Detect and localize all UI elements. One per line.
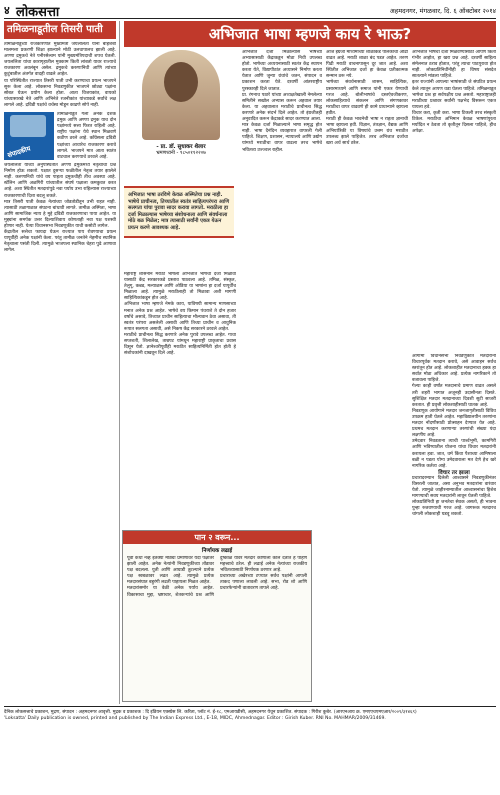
article-paragraph: इतर राज्यांनी आपल्या भाषांसाठी जे संघटित प्रयत्न केले त्यातून आपण धडा घेतला पाहिजे. तमिळनाडूत भाषेचा प्रश्न हा सर्वपक्षीय प्रश्न असतो. महाराष्ट्रातही मराठीच्या प्रश्नावर सर्वांनी पक्षभेद विसरून एकत्र यायला हवे. [412,80,496,110]
pull-quote [124,186,234,238]
continued-story-heading: पान २ वरून... [123,531,311,544]
right-paragraph: गेल्या काही वर्षांत मतदानाचे प्रमाण वाढत असले तरी शहरी भागात अजूनही उदासीनता दिसते. सुशिक्षित मतदार मतदानाच्या दिवशी सुटी साजरी करतात. ही प्रवृत्ती लोकशाहीसाठी घातक आहे. [412,384,496,408]
editorial-logo-label: संपादकीय [6,144,32,160]
author-block [124,50,238,170]
editorial-logo-block [4,112,116,160]
article-paragraph: भाषेच्या संवर्धनासाठी शासन, साहित्यिक, प्रसारमाध्यमे आणि समाज यांनी एकत्र येण्याची गरज आहे. बोलीभाषांचे दस्तऐवजीकरण, लोकसाहित्याचे संकलन आणि संगणकावर मराठीचा वापर वाढवणे ही कामे प्राधान्याने व्हायला हवीत. [326,80,408,116]
right-column [412,354,496,700]
article-paragraph: मात्र केवळ दर्जा मिळाल्याने भाषा समृद्ध होत नाही. भाषा दैनंदिन व्यवहारात वापरली गेली पाहिजे. शिक्षण, प्रशासन, न्यायालये आणि उद्योग यांमध्ये मराठीचा वापर वाढला तरच भाषेचे भवितव्य उज्ज्वल राहील. [242,123,322,153]
left-column-heading: तमिळनाडूतील तिसरी पाती [4,21,116,39]
article-paragraph: मराठीचे प्राचीनत्व सिद्ध करणारे अनेक पुरावे उपलब्ध आहेत. गाथा सप्तशती, शिलालेख, ताम्रपट यांमधून महाराष्ट्री प्राकृताचा प्रवास दिसून येतो. ज्ञानेश्वरीपूर्वीही मराठीत साहित्यनिर्मिती होत होती हे संशोधकांनी दाखवून दिले आहे. [124,332,236,357]
right-paragraph: लोकप्रतिनिधी हा जनतेचा सेवक असतो, ही भावना पुन्हा रुजवण्याची गरज आहे. जागरूक मतदारच चांगली लोकशाही घडवू शकतो. [412,500,496,518]
imprint-marathi: दैनिक लोकसत्ताचे प्रकाशन, मुद्रण, संपादन : अहमदनगर आवृत्ती. मुद्रक व प्रकाशक : दि इंडियन एक्स्प्रेस लि. करिता, प्लॉट नं. ई-१८, एमआयडीसी, अहमदनगर येथून प्रकाशित. संपादक : गिरीश कुबेर. (आरएनआय क्र. एमएएचएमएआर/२००९/३१४६९) [4,710,417,715]
right-paragraph: निवडणूक आयोगाने मतदार जनजागृतीसाठी विविध उपक्रम हाती घेतले आहेत. महाविद्यालयीन तरुणांना मतदार नोंदणीसाठी प्रोत्साहन देण्यात येत आहे. प्रथमच मतदान करणाऱ्या तरुणांची संख्या यंदा लक्षणीय आहे. [412,408,496,439]
article-paragraph: अभिजात भाषा म्हणजे नेमके काय, याविषयी सामान्य माणसाच्या मनात अनेक प्रश्न आहेत. भाषेचे वय किमान पंधराशे ते दोन हजार वर्षांचे असावे, तिच्यात प्राचीन साहित्याचा मौल्यवान ठेवा असावा, ती स्वतंत्र परंपरा असलेली असावी आणि तिच्या प्राचीन व आधुनिक रूपात सलगता असावी, असे निकष केंद्र सरकारने ठरवले आहेत. [124,302,236,332]
left-editorial-column [4,21,120,704]
paper-name: लोकसत्ता [16,5,60,20]
author-name: - प्रा. डॉ. सुधाकर शेलार [156,144,206,150]
article-paragraph: प्रा. रंगनाथ पठारे यांच्या अध्यक्षतेखाली नेमलेल्या समितीने सखोल अभ्यास करून अहवाल तयार केला. या अहवालात मराठीचे प्राचीनत्व सिद्ध करणारे अनेक संदर्भ दिले आहेत. तो इंग्रजीतही अनुवादित करून केंद्राकडे सादर करण्यात आला. [242,92,322,123]
article-column-4 [412,50,496,350]
left-paragraph: तामीळनाडूच्या राजकारणात मुख्यमंत्री जयललिता यांना बेहिशेबी मालमत्ता प्रकरणी शिक्षा झाल्याने मोठी उलथापालथ झाली आहे. अण्णा द्रमुकचे नेते पनीरसेल्वम यांनी मुख्यमंत्रिपदाची शपथ घेतली. जयललिता यांचा कारागृहातील मुक्काम किती लांबतो यावर राज्याचे राजकारण अवलंबून असेल. द्रमुकचे करुणानिधी आणि त्यांच्या कुटुंबातील अंतर्गत वादही वाढले आहेत. [4,42,116,78]
continued-story-box [122,530,312,702]
left-paragraph: मात्र तिसरी पाती केवळ नेत्यांच्या जोडतोडीतून उभी राहत नाही. त्यासाठी तळागाळात संघटना बांधावी लागते. तामीळ अस्मिता, भाषा आणि सामाजिक न्याय हे मुद्दे द्रविडी राजकारणाचा पाया आहेत. या मुद्द्यांना समर्पक उत्तर दिल्याशिवाय कोणताही नवा पक्ष यशस्वी होणार नाही. येत्या विधानसभा निवडणुकीत याची कसोटी लागेल. [4,199,116,229]
article-column-3 [326,50,408,700]
author-photo [142,50,220,140]
article-column-2 [242,50,322,528]
article-paragraph: अभिजात दर्जा मिळाल्यास भाषेच्या अभ्यासासाठी केंद्राकडून मोठा निधी उपलब्ध होतो. भाषेच्या अध्ययनासाठी स्वतंत्र केंद्र स्थापन करता येते, विद्यापीठांत अध्यासने निर्माण करता येतात आणि जुन्या ग्रंथांचे जतन, संपादन व प्रकाशन करता येते. दरवर्षी आंतरराष्ट्रीय पुरस्कारही दिले जातात. [242,50,322,92]
right-paragraph: उमेदवार निवडताना त्याची पार्श्वभूमी, कामगिरी आणि भविष्यातील योजना यांचा विचार मतदारांनी करायला हवा. जात, धर्म किंवा पैशाच्या आमिषाला बळी न पडता योग्य उमेदवाराला मत देणे हेच खरे नागरिक कर्तव्य आहे. [412,439,496,469]
right-subheading: विचार तर झाला [438,469,470,476]
article-paragraph: विचार करा, कृती करा. भाषा टिकली तरच संस्कृती टिकेल. मराठीचा अभिमान केवळ भाषणांपुरता मर्यादित न ठेवता तो कृतीतून दिसला पाहिजे, हीच अपेक्षा. [412,110,496,135]
author-phone: भ्रमणध्वनी - ९८५०११२२०७ [156,150,206,156]
continued-paragraph: प्रचाराच्या अखेरच्या टप्प्यात सर्वच पक्षांनी आपली ताकद पणाला लावली आहे. सभा, रोड शो आणि प्रचारफेऱ्यांनी वातावरण तापले आहे. [220,574,307,592]
dateline: अहमदनगर, मंगळवार, दि. ६ ऑक्टोबर २०१४ [389,7,496,15]
continued-story-body [123,556,311,704]
article-paragraph: आज इंग्रजी माध्यमांच्या शाळांकडे पालकांचा ओढा वाढत आहे. मराठी शाळा बंद पडत आहेत. तरुण पिढी मराठी वाचनापासून दूर जात आहे. अशा स्थितीत अभिजात दर्जा हा केवळ प्रतीकात्मक सन्मान ठरू नये. [326,50,408,80]
left-column-body [4,42,116,109]
left-paragraph: केंद्रातील सत्तेचा फायदा घेऊन राज्यात पाय रोवण्याचा प्रयत्न यापूर्वीही अनेक पक्षांनी केला. परंतु तामीळ जनतेने नेहमीच स्थानिक नेतृत्वाला पसंती दिली. त्यामुळे भाजपला स्थानिक चेहरा पुढे आणावा लागेल. [4,230,116,254]
left-paragraph: तामीळनाडूत गेली अनेक दशके द्रमुक आणि अण्णा द्रमुक याच दोन पक्षांमध्ये सत्ता फिरत राहिली आहे. राष्ट्रीय पक्षांना येथे स्थान मिळवणे कठीण ठरले आहे. काँग्रेसला द्रविडी पक्षांच्या आधारेच राजकारण करावे लागले. भाजपने मात्र आता स्वतंत्र वाटचाल करण्याचे ठरवले आहे. [57,112,116,160]
left-column-continued [4,163,116,649]
editorial-logo-image [10,115,46,137]
continued-paragraph: पूर्वी कधी नव्हे इतक्या मोठ्या प्रमाणावर यंदा पक्षांतरे झाली आहेत. अनेक नेत्यांनी निवडणुकीच्या तोंडावर पक्ष बदलला. युती आणि आघाडी तुटल्याने प्रत्येक पक्ष स्वबळावर लढत आहे. त्यामुळे प्रत्येक मतदारसंघात बहुरंगी लढती पाहायला मिळत आहेत. [127,556,214,586]
article-paragraph: मराठी ही केवळ भावनेची भाषा न राहता ज्ञानाची भाषा व्हायला हवी. विज्ञान, तंत्रज्ञान, वैद्यक आणि अभियांत्रिकी या विषयांचे उत्तम ग्रंथ मराठीत उपलब्ध झाले पाहिजेत. तरच अभिजात दर्जाचा खरा अर्थ सार्थ ठरेल. [326,117,408,147]
masthead [4,3,496,19]
imprint-footer [4,706,496,792]
left-paragraph: या परिस्थितीत राज्यात तिसरी पाती उभी करण्याचा प्रयत्न भाजपने सुरू केला आहे. लोकसभा निवडणुकीत भाजपने छोट्या पक्षांना सोबत घेऊन प्रयोग केला होता. आता विजयकांत, वायको यांच्यासारखे नेते आणि अभिनेते रजनीकांत यांच्याकडे सर्वांचे लक्ष लागले आहे. द्रविडी पक्षांचे वर्चस्व मोडून काढणे सोपे नाही. [4,78,116,108]
left-paragraph: जयललिता यांच्या अनुपस्थितीत अण्णा द्रमुकमध्ये नेतृत्वाचा प्रश्न निर्माण होऊ शकतो. पक्षात दुसऱ्या फळीतील नेतृत्व तयार झालेले नाही. करुणानिधी यांचे वय पाहता द्रमुकचीही तीच अवस्था आहे. स्टॅलिन आणि अळगिरी यांच्यातील संघर्ष पक्षाला कमकुवत करत आहे. अशा स्थितीत मतदारांपुढे नवा पर्याय उभा राहिल्यास राज्याच्या राजकारणाची दिशा बदलू शकते. [4,163,116,199]
editorial-logo [4,112,54,160]
pull-quote-text: अभिजात भाषा ठरविणे केवळ अस्मितेचा प्रश्न नाही. भाषेचे प्राचीनत्व, तिच्यातील स्वतंत्र साहित्यपरंपरा आणि सलगता यांचा पुरावा सादर करावा लागतो. मराठीला हा दर्जा मिळाल्यास भाषेच्या संशोधनाला आणि संवर्धनाला मोठे बळ मिळेल; मात्र त्यासाठी सर्वांनी एकत्र येऊन प्रयत्न करणे आवश्यक आहे. [128,192,230,231]
main-headline: अभिजात भाषा म्हणजे काय रे भाऊ? [124,21,496,47]
right-paragraph: प्रचारादरम्यान दिलेली आश्वासने निवडणुकीनंतर विसरली जातात, असा अनुभव मतदारांना वारंवार येतो. त्यामुळे जाहीरनाम्यातील आश्वासनांचा हिशेब मागण्याची सवय मतदारांनी लावून घेतली पाहिजे. [412,475,496,500]
right-paragraph: आगामी विधानसभा निवडणुकीत मतदारांनी विचारपूर्वक मतदान करावे, असे आवाहन सर्वच स्तरांतून होत आहे. लोकशाहीत मतदानाचा हक्क हा सर्वात मोठा अधिकार आहे. प्रत्येक नागरिकाने तो बजावला पाहिजे. [412,354,496,384]
article-paragraph: अभिजात भाषेचा दर्जा मिळवण्यासाठी आपण किती गंभीर आहोत, हा खरा प्रश्न आहे. दरवर्षी साहित्य संमेलनात ठराव होतात, परंतु त्याचा पाठपुरावा होत नाही. लोकप्रतिनिधींनीही हा विषय संसदेत सातत्याने मांडला पाहिजे. [412,50,496,80]
continued-paragraph: मतदारांसमोर या वेळी अनेक पर्याय आहेत. विकासाचा मुद्दा, भ्रष्टाचार, शेतकऱ्यांचे प्रश्न आणि दुष्काळ यावर मतदार कोणाला कौल देतात हे पाहणे महत्त्वाचे ठरेल. ही लढाई अनेक नेत्यांच्या राजकीय भवितव्यासाठी निर्णायक ठरणार आहे. [127,556,307,598]
article-paragraph: महाराष्ट्र शासनाने मराठी भाषेला अभिजात भाषेचा दर्जा मिळावा यासाठी केंद्र सरकारकडे प्रस्ताव पाठवला आहे. तमिळ, संस्कृत, तेलुगू, कन्नड, मल्याळम आणि ओडिया या भाषांना हा दर्जा यापूर्वीच मिळाला आहे. त्यामुळे मराठीलाही तो मिळावा अशी मागणी साहित्यिकांकडून होत आहे. [124,272,236,302]
article-column-1 [124,272,236,528]
left-side-text [57,112,116,160]
page-number: ४ [4,4,10,17]
continued-story-subheading: निर्णायक लढाई [201,548,233,554]
imprint-english: 'Loksatta' Daily publication is owned, printed and published by The Indian Express Ltd., E-18, MIDC, Ahmednagar. Editor : Girish Kuber. RNI No. MAHMAR/2009/31469. [4,716,386,721]
